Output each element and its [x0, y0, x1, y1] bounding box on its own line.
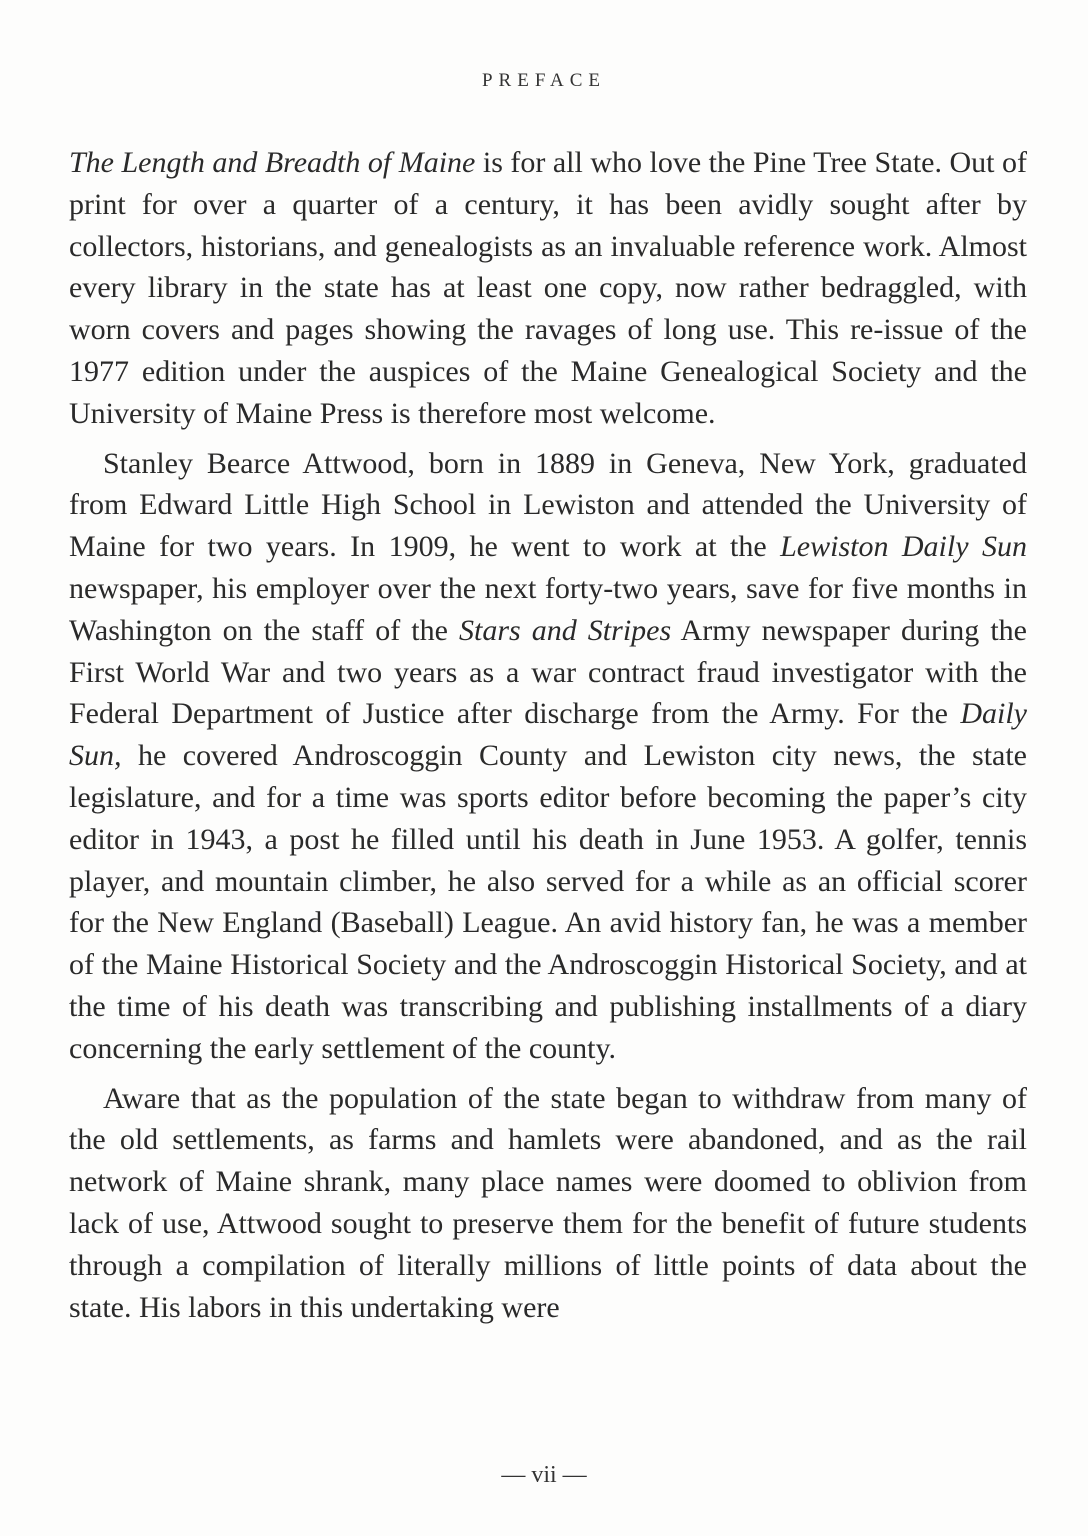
newspaper-title: Stars and Stripes	[459, 613, 672, 647]
running-head: PREFACE	[481, 70, 606, 91]
paragraph-text: Stanley Bearce Attwood, born in 1889 in Geneva, New York, graduated from Edward Little High School in Lewiston and attended the University of Maine for two years. In 1909, he went to work at the	[69, 446, 1027, 564]
newspaper-title: Lewiston Daily Sun	[780, 530, 1027, 564]
paragraph-text: Aware that as the population of the state began to withdraw from many of the old settlements, as farms and hamlets were abandoned, and as the rail network of Maine shrank, many place names were doomed to oblivion from lack of use, Attwood sought to preserve them for the benefit of future students through a compilation of literally millions of little points of data about the state. His labors in this undertaking were	[69, 1081, 1027, 1324]
paragraph-text: newspaper, his employer over the next forty-two years, save for five months in Washington on the staff of the	[69, 571, 1027, 647]
paragraph-text: he covered Androscoggin County and Lewiston city news, the state legislature, and for a time was sports editor before becoming the paper’s city editor in 1943, a post he filled until his death in June 1953. A golfer, tennis player, and mountain climber, he also served for a while as an official scorer for the New England (Baseball) League. An avid history fan, he was a member of the Maine Historical Society and the Androscoggin Historical Society, and at the time of his death was transcribing and publishing installments of a diary concerning the early settlement of the county.	[69, 739, 1027, 1065]
newspaper-title: Daily Sun,	[69, 697, 1027, 773]
body-text	[69, 142, 1027, 1328]
paragraph-text: is for all who love the Pine Tree State. Out of print for over a quarter of a century, it has been avidly sought after by collectors, historians, and genealogists as an invaluable reference work. Almost every library in the state has at least one copy, now rather bedraggled, with worn covers and pages showing the ravages of long use. This re-issue of the 1977 edition under the auspices of the Maine Genealogical Society and the University of Maine Press is therefore most welcome.	[69, 146, 1027, 430]
book-title: The Length and Breadth of Maine	[69, 146, 476, 179]
page-number: — vii —	[501, 1462, 587, 1488]
paragraph-text: Army newspaper during the First World War and two years as a war contract fraud investigator with the Federal Department of Justice after discharge from the Army. For the	[69, 613, 1027, 731]
paragraph-2	[69, 443, 1027, 1070]
paragraph-3	[69, 1078, 1027, 1329]
paragraph-1	[69, 142, 1027, 435]
